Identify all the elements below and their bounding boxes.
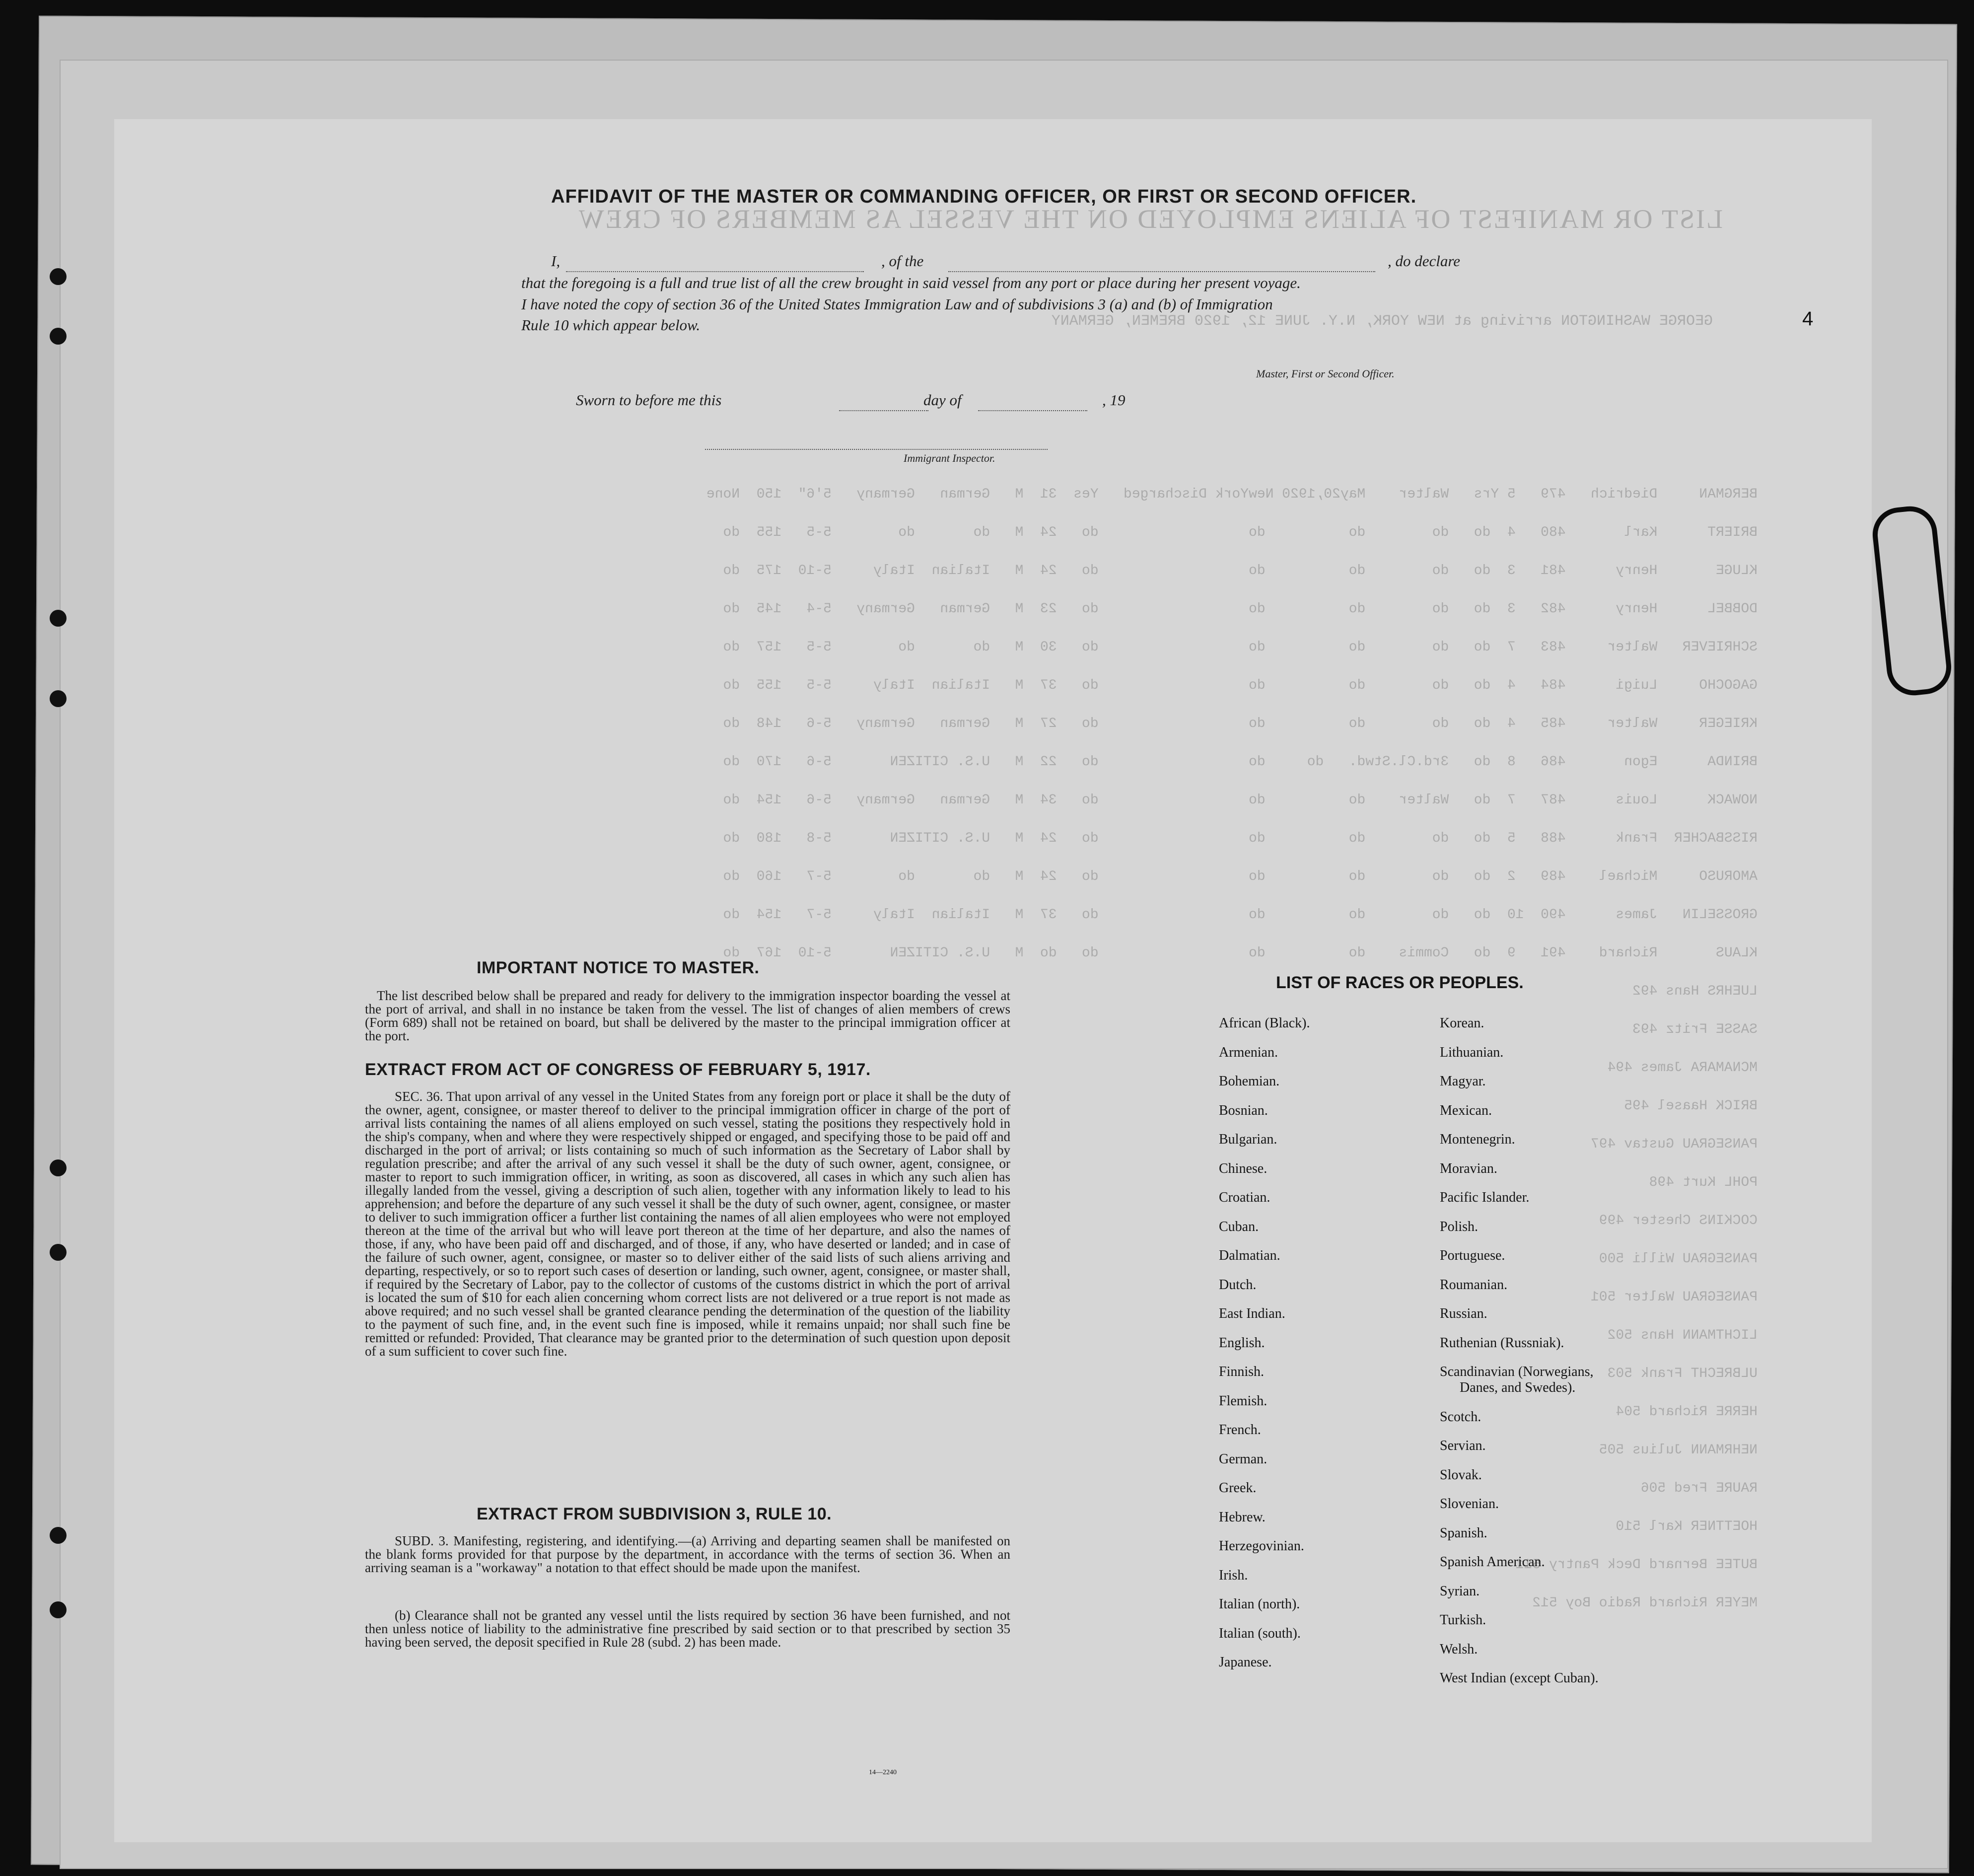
race-item: Welsh.	[1440, 1641, 1478, 1657]
race-item: West Indian (except Cuban).	[1440, 1670, 1599, 1686]
race-item: Mexican.	[1440, 1102, 1492, 1118]
punch-hole	[50, 1527, 67, 1544]
race-item: Japanese.	[1219, 1655, 1272, 1670]
race-item: Italian (north).	[1219, 1596, 1300, 1612]
race-item: Scandinavian (Norwegians,	[1440, 1364, 1594, 1379]
race-item: Danes, and Swedes).	[1460, 1380, 1576, 1396]
race-item: Spanish American.	[1440, 1554, 1545, 1570]
race-item: Italian (south).	[1219, 1625, 1301, 1641]
sworn-month-blank[interactable]	[978, 392, 1097, 411]
form-number: 14—2240	[869, 1769, 897, 1776]
bleed-row: BRICK Haasel 495	[1624, 1098, 1758, 1114]
bleed-row: LICHTMANN Hans 502	[1607, 1328, 1758, 1343]
name-blank[interactable]	[566, 253, 874, 268]
bleed-row: BRINDA Egon 486 8 do 3rd.Cl.Stwd. do do do 22 M U.S. CITIZEN 5-6 170 do	[723, 754, 1758, 770]
race-item: Chinese.	[1219, 1160, 1268, 1176]
race-item: African (Black).	[1219, 1015, 1310, 1031]
race-item: Spanish.	[1440, 1525, 1487, 1541]
race-item: East Indian.	[1219, 1306, 1285, 1321]
bleed-row: MCNAMARA James 494	[1607, 1060, 1758, 1076]
race-item: Bosnian.	[1219, 1102, 1268, 1118]
race-item: Croatian.	[1219, 1190, 1270, 1205]
bleed-row: PANSEGRAU Gustav 497	[1590, 1137, 1758, 1152]
day-of-text: day of	[923, 391, 962, 409]
bleed-row: GAGOCHO Luigi 484 4 do do do do do 37 M Italian Italy 5-5 155 do	[723, 678, 1758, 693]
race-item: Russian.	[1440, 1306, 1487, 1321]
race-item: Korean.	[1440, 1015, 1484, 1031]
affidavit-line2: that the foregoing is a full and true list of all the crew brought in said vessel from any port or place during her present voyage.	[521, 274, 1301, 291]
bleed-vessel-line: GEORGE WASHINGTON arriving at NEW YORK, N.Y. JUNE 12, 1920 BREMEN, GERMANY	[1051, 313, 1713, 330]
race-item: Pacific Islander.	[1440, 1190, 1530, 1205]
race-item: Ruthenian (Russniak).	[1440, 1335, 1564, 1351]
race-item: Scotch.	[1440, 1409, 1481, 1425]
punch-hole	[50, 690, 67, 707]
punch-hole	[50, 610, 67, 627]
bleed-row: HOETTNER Karl 510	[1616, 1519, 1758, 1534]
punch-hole	[50, 268, 67, 285]
bleed-row: KLAUS Richard 491 9 do Commis do do do do M U.S. CITIZEN 5-10 167 do	[723, 945, 1758, 961]
bleed-row: PANSEGRAU Willi 500	[1599, 1251, 1758, 1267]
race-item: Irish.	[1219, 1567, 1248, 1583]
page-number: 4	[1802, 308, 1814, 330]
affidavit-of-the: , of the	[881, 252, 924, 270]
race-item: Montenegrin.	[1440, 1132, 1515, 1147]
race-item: Slovenian.	[1440, 1496, 1499, 1512]
rule-extract-title: EXTRACT FROM SUBDIVISION 3, RULE 10.	[477, 1505, 832, 1523]
race-item: Roumanian.	[1440, 1277, 1508, 1293]
affidavit-i: I,	[551, 252, 561, 270]
bleed-row: GROSSELIN James 490 10 do do do do do 37 M Italian Italy 5-7 154 do	[723, 907, 1758, 923]
race-item: English.	[1219, 1335, 1265, 1351]
race-item: Lithuanian.	[1440, 1044, 1504, 1060]
bleed-row: RAURE Fred 506	[1640, 1481, 1758, 1496]
race-item: Flemish.	[1219, 1393, 1268, 1409]
act-extract-title: EXTRACT FROM ACT OF CONGRESS OF FEBRUARY 5, 1917.	[365, 1060, 871, 1079]
vessel-blank[interactable]	[948, 253, 1385, 268]
bleed-through-manifest	[114, 119, 1872, 1842]
affidavit-title: AFFIDAVIT OF THE MASTER OR COMMANDING OFFICER, OR FIRST OR SECOND OFFICER.	[551, 186, 1417, 207]
race-item: French.	[1219, 1422, 1261, 1438]
notice-body: The list described below shall be prepared and ready for delivery to the immigration inspector boarding the vessel at the port of arrival, and shall in no instance be taken from the vessel. The list of changes of alien members of crews (Form 689) shall not be retained on board, but shall be delivered by the master to the principal immigration officer at the port.	[365, 988, 1010, 1043]
race-item: Syrian.	[1440, 1583, 1480, 1599]
race-item: Moravian.	[1440, 1160, 1497, 1176]
race-item: Bohemian.	[1219, 1074, 1280, 1089]
race-item: Slovak.	[1440, 1467, 1482, 1483]
race-item: Hebrew.	[1219, 1509, 1266, 1525]
bleed-row: POHL Kurt 498	[1649, 1175, 1758, 1190]
race-item: Servian.	[1440, 1438, 1486, 1454]
race-item: Herzegovinian.	[1219, 1538, 1304, 1554]
rule-extract-body-a: SUBD. 3. Manifesting, registering, and identifying.—(a) Arriving and departing seamen shall be manifested on the blank forms provided for that purpose by the department, in accordance with the terms of section 36. When an arriving seaman is a "workaway" a notation to that effect should be made upon the manifest.	[365, 1533, 1010, 1575]
bleed-row: BUTEE Bernard Deck Pantry 511	[1515, 1557, 1758, 1573]
race-item: Magyar.	[1440, 1074, 1486, 1089]
race-item: Greek.	[1219, 1480, 1257, 1496]
race-item: Bulgarian.	[1219, 1132, 1277, 1147]
race-item: Polish.	[1440, 1219, 1479, 1234]
bleed-row: KRIEGER Walter 485 4 do do do do do 27 M German Germany 5-6 148 do	[723, 716, 1758, 731]
rule-extract-body-b: (b) Clearance shall not be granted any vessel until the lists required by section 36 have been furnished, and not then unless notice of liability to the administrative fine prescribed by said section or to that prescribed by section 35 having been served, the deposit specified in Rule 28 (subd. 2) has been made.	[365, 1608, 1010, 1650]
race-item: Finnish.	[1219, 1364, 1265, 1379]
inspector-label: Immigrant Inspector.	[904, 452, 995, 464]
bleed-row: KLUGE Henry 481 3 do do do do do 24 M Italian Italy 5-10 175 do	[723, 563, 1758, 578]
affidavit-line4: Rule 10 which appear below.	[521, 316, 701, 334]
punch-hole	[50, 328, 67, 345]
manifest-page	[114, 119, 1872, 1842]
inspector-line	[705, 431, 1053, 450]
master-signature-label: Master, First or Second Officer.	[1256, 367, 1395, 380]
punch-hole	[50, 1159, 67, 1176]
bleed-row: SCHRIEVER Walter 483 7 do do do do do 30 M do do 5-5 157 do	[723, 640, 1758, 655]
race-item: Dutch.	[1219, 1277, 1257, 1293]
bleed-row: AMORUSO Michael 489 2 do do do do do 24 M do do 5-7 160 do	[723, 869, 1758, 884]
bleed-row: DOBBEL Henry 482 3 do do do do do 23 M German Germany 5-4 145 do	[723, 601, 1758, 617]
notice-title: IMPORTANT NOTICE TO MASTER.	[477, 958, 760, 977]
act-extract-body: SEC. 36. That upon arrival of any vessel in the United States from any foreign port or place it shall be the duty of the owner, agent, consignee, or master thereof to deliver to the principal immigration officer in charge of the port of arrival lists containing the names of all aliens employed on such vessel, stating the positions they respectively hold in the ship's company, when and where they were respectively shipped or engaged, and specifying those to be paid off and discharged in the port of arrival; or lists containing so much of such information as the Secretary of Labor shall by regulation prescribe; and after the arrival of any such vessel it shall be the duty of such owner, agent, consignee, or master to report to such immigration officer, in writing, as soon as discovered, all cases in which any such alien has illegally landed from the vessel, giving a description of such alien, together with any information likely to lead to his apprehension; and before the departure of any such vessel it shall be the duty of such owner, agent, consignee, or master to deliver to such immigration officer a further list containing the names of all alien employees who were not employed thereon at the time of the arrival but who will leave port thereon at the time of her departure, and also the names of those, if any, who have been paid off and discharged, and of those, if any, who have deserted or landed; and in case of the failure of such owner, agent, consignee, or master so to deliver either of the said lists of such aliens arriving and departing, respectively, or so to report such cases of desertion or landing, such owner, agent, consignee, or master shall, if required by the Secretary of Labor, pay to the collector of customs of the customs district in which the port of arrival is located the sum of $10 for each alien concerning whom correct lists are not delivered or a true report is not made as above required; and no such vessel shall be granted clearance pending the determination of the question of the liability to the payment of such fine, and, in the event such fine is imposed, while it remains unpaid; nor shall such fine be remitted or refunded: Provided, That clearance may be granted prior to the determination of such question upon deposit of a sum sufficient to cover such fine.	[365, 1089, 1010, 1359]
race-item: German.	[1219, 1451, 1268, 1467]
bleed-row: HERRE Richard 504	[1616, 1404, 1758, 1420]
year-text: , 19	[1102, 391, 1126, 409]
bleed-row: PANSEGRAU Walter 501	[1590, 1290, 1758, 1305]
bleed-header: LIST OR MANIFEST OF ALIENS EMPLOYED ON THE VESSEL AS MEMBERS OF CREW	[577, 204, 1723, 234]
punch-hole	[50, 1244, 67, 1261]
bleed-row: RISSBACHER Frank 488 5 do do do do do 24 M U.S. CITIZEN 5-8 180 do	[723, 831, 1758, 846]
bleed-row: COCKINS Chester 499	[1599, 1213, 1758, 1228]
race-item: Portuguese.	[1440, 1248, 1505, 1263]
race-item: Turkish.	[1440, 1612, 1486, 1628]
sworn-text: Sworn to before me this	[576, 391, 722, 409]
bleed-row: ULBRECHT Frank 503	[1607, 1366, 1758, 1381]
bleed-row: NOWACK Louis 487 7 do Walter do do do 34 M German Germany 5-6 154 do	[723, 793, 1758, 808]
races-title: LIST OF RACES OR PEOPLES.	[1276, 973, 1524, 992]
race-item: Cuban.	[1219, 1219, 1259, 1234]
bleed-row: MEYER Richard Radio Boy 512	[1532, 1595, 1758, 1611]
bleed-row: SASSE Fritz 493	[1632, 1022, 1758, 1037]
bleed-row: NEHRMANN Julius 505	[1599, 1443, 1758, 1458]
affidavit-line3: I have noted the copy of section 36 of the United States Immigration Law and of subdivisions 3 (a) and (b) of Immigration	[521, 295, 1273, 313]
race-item: Dalmatian.	[1219, 1248, 1280, 1263]
bleed-row: BERGMAN Diedrich 479 5 Yrs Walter May20,1920 NewYork Discharged Yes 31 M German Germany 5'6" 150 None	[706, 487, 1758, 502]
bleed-row: BRIERT Karl 480 4 do do do do do 24 M do do 5-5 155 do	[723, 525, 1758, 540]
affidavit-do-declare: , do declare	[1388, 252, 1461, 270]
race-item: Armenian.	[1219, 1044, 1278, 1060]
bleed-row: LUEHRS Hans 492	[1632, 984, 1758, 999]
punch-hole	[50, 1601, 67, 1618]
